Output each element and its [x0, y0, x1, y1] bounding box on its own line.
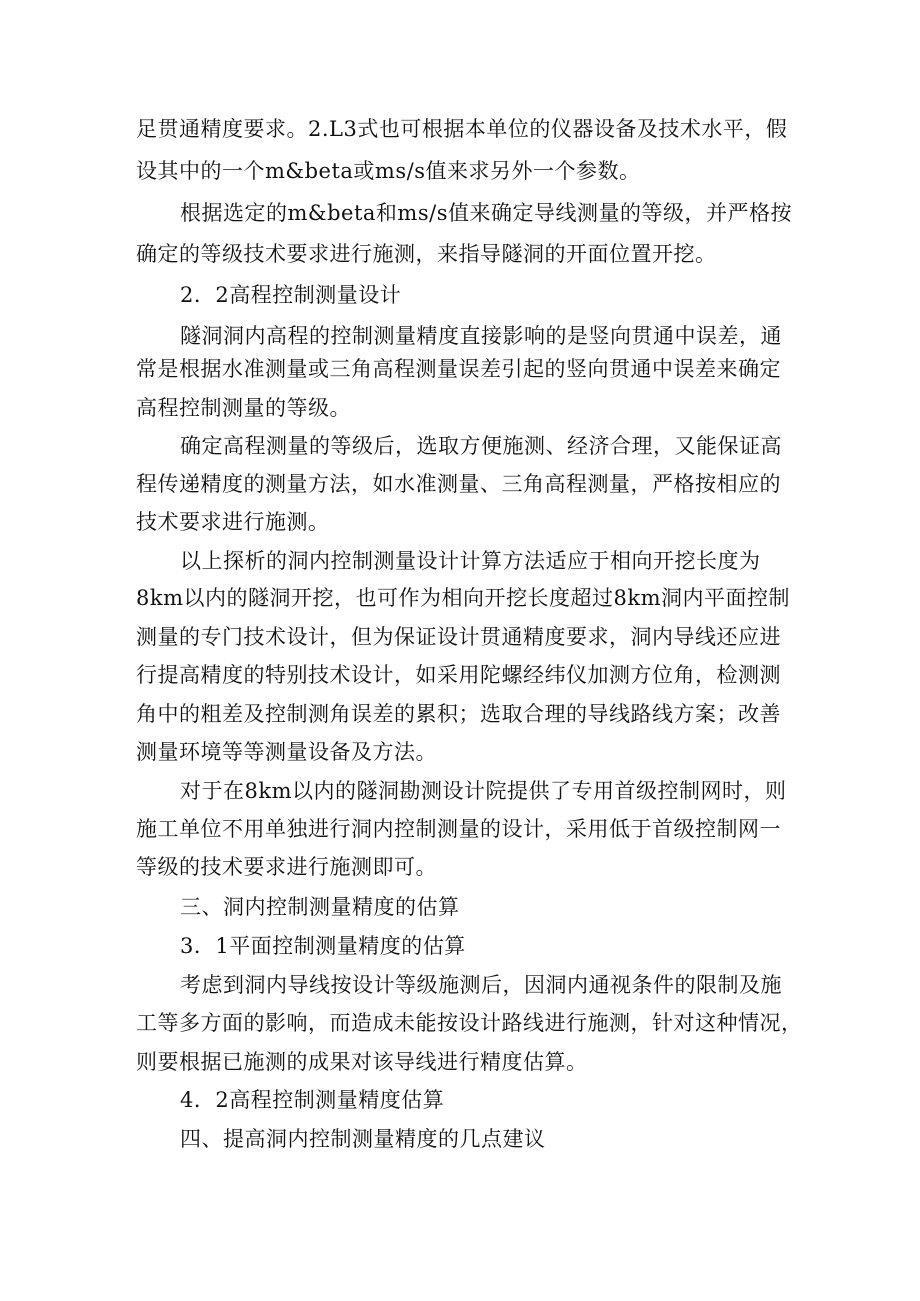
- paragraph-start: 隧洞洞内高程的控制测量精度直接影响的是竖向贯通中误差，通: [180, 324, 782, 348]
- text-line: 设其中的一个m&beta或ms/s值来求另外一个参数。: [136, 159, 641, 183]
- text-line: 足贯通精度要求。2.L3式也可根据本单位的仪器设备及技术水平，假: [136, 117, 788, 141]
- section-heading: 三、洞内控制测量精度的估算: [180, 895, 460, 919]
- text-line: 常是根据水准测量或三角高程测量误差引起的竖向贯通中误差来确定: [136, 357, 781, 381]
- text-line: 高程控制测量的等级。: [136, 396, 351, 420]
- text-line: 等级的技术要求进行施测即可。: [136, 855, 437, 879]
- text-line: 测量环境等等测量设备及方法。: [136, 740, 437, 764]
- text-line: 行提高精度的特别技术设计，如采用陀螺经纬仪加测方位角，检测测: [136, 663, 781, 687]
- section-heading: 2．2高程控制测量设计: [180, 283, 402, 307]
- text-line: 8km以内的隧洞开挖，也可作为相向开挖长度超过8km洞内平面控制: [136, 586, 790, 610]
- text-line: 技术要求进行施测。: [136, 510, 330, 534]
- section-heading: 4．2高程控制测量精度估算: [180, 1088, 445, 1112]
- section-heading: 3．1平面控制测量精度的估算: [180, 934, 466, 958]
- text-line: 测量的专门技术设计，但为保证设计贯通精度要求，洞内导线还应进: [136, 625, 781, 649]
- paragraph-start: 确定高程测量的等级后，选取方便施测、经济合理，又能保证高: [180, 434, 782, 458]
- text-line: 确定的等级技术要求进行施测，来指导隧洞的开面位置开挖。: [136, 242, 717, 266]
- text-line: 施工单位不用单独进行洞内控制测量的设计，采用低于首级控制网一: [136, 817, 781, 841]
- paragraph-start: 根据选定的m&beta和ms/s值来确定导线测量的等级，并严格按: [180, 201, 792, 225]
- text-line: 工等多方面的影响，而造成未能按设计路线进行施测，针对这种情况，: [136, 1011, 803, 1035]
- paragraph-start: 对于在8km以内的隧洞勘测设计院提供了专用首级控制网时，则: [180, 779, 787, 803]
- text-line: 角中的粗差及控制测角误差的累积；选取合理的导线路线方案；改善: [136, 702, 781, 726]
- paragraph-start: 考虑到洞内导线按设计等级施测后，因洞内通视条件的限制及施: [180, 973, 782, 997]
- paragraph-start: 以上探析的洞内控制测量设计计算方法适应于相向开挖长度为: [180, 549, 761, 573]
- section-heading: 四、提高洞内控制测量精度的几点建议: [180, 1127, 546, 1151]
- text-line: 程传递精度的测量方法，如水准测量、三角高程测量，严格按相应的: [136, 472, 781, 496]
- text-line: 则要根据已施测的成果对该导线进行精度估算。: [136, 1050, 588, 1074]
